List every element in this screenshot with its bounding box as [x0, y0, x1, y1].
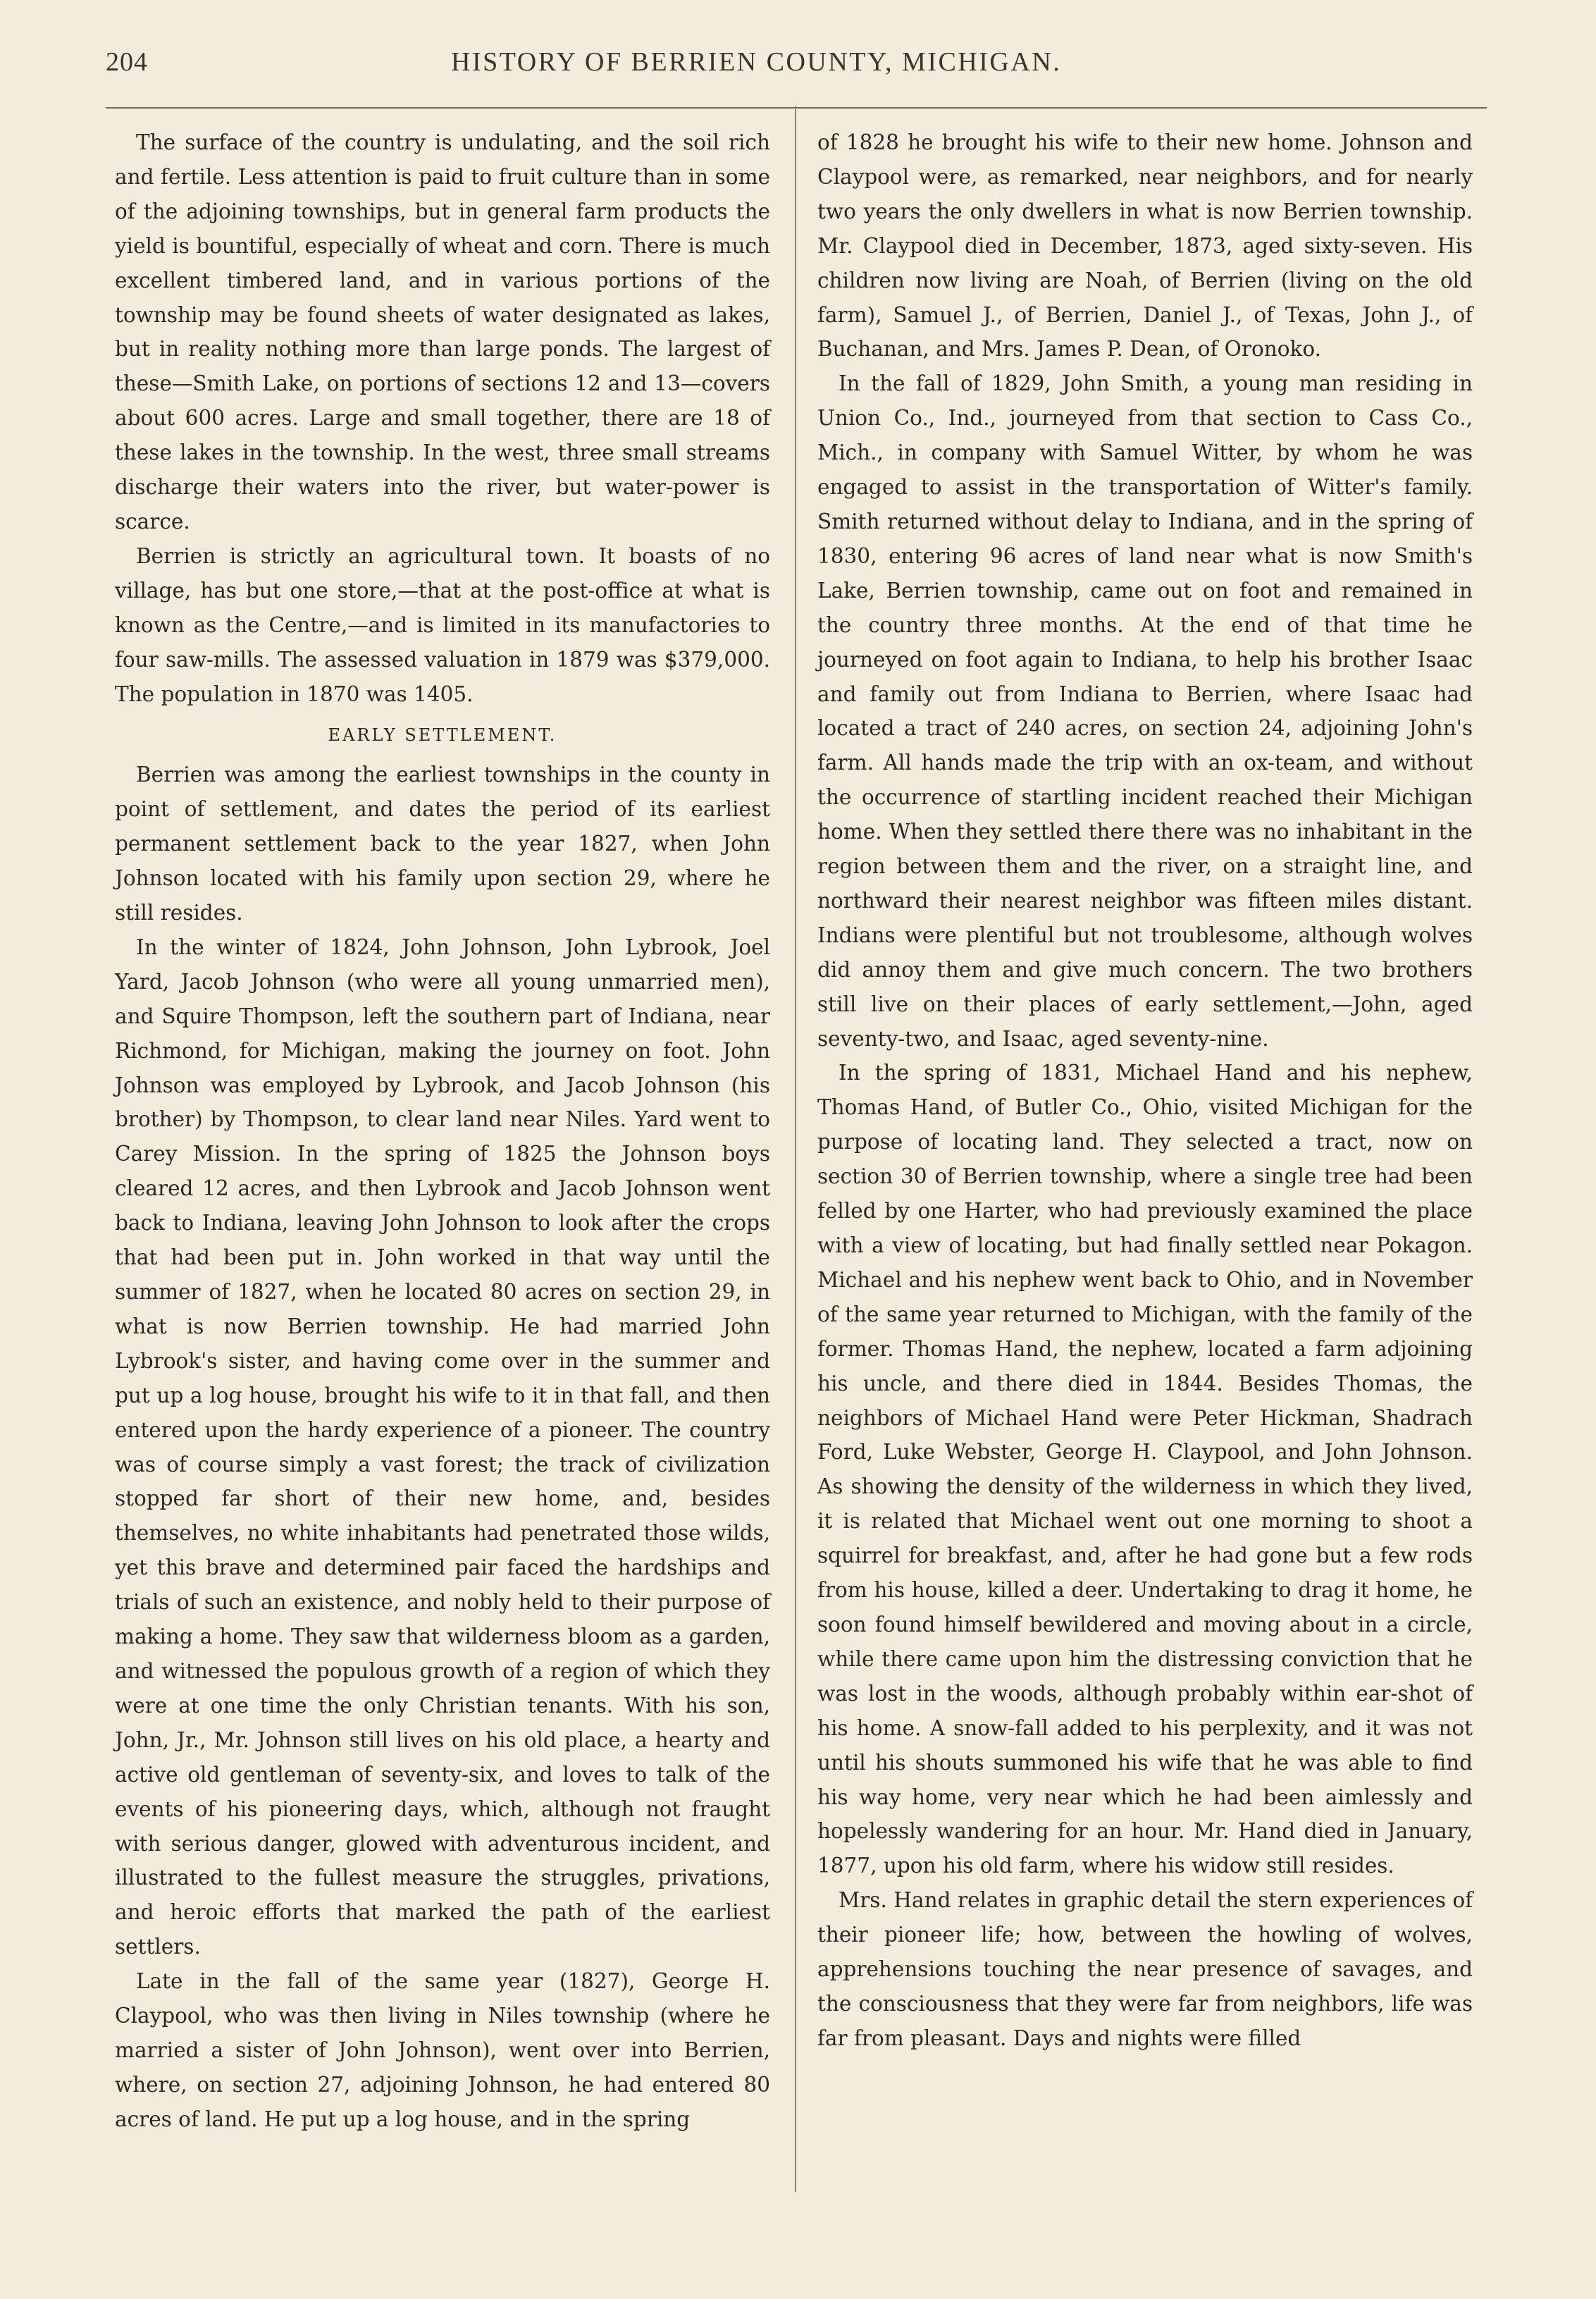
page-number: 204 [106, 47, 148, 77]
paragraph: of 1828 he brought his wife to their new home. Johnson and Claypool were, as remarked, near neighbors, and for nearly two years the only dwellers in what is now Berrien township. Mr. Claypool died in December, 1873, aged sixty-seven. His children now living are Noah, of Berrien (living on the old farm), Samuel J., of Berrien, Daniel J., of Texas, John J., of Buchanan, and Mrs. James P. Dean, of Oronoko. [817, 130, 1473, 362]
paragraph: In the fall of 1829, John Smith, a young man residing in Union Co., Ind., journeyed from that section to Cass Co., Mich., in company with Samuel Witter, by whom he was engaged to assist in the transportation of Witter's family. Smith returned without delay to Indiana, and in the spring of 1830, entering 96 acres of land near what is now Smith's Lake, Berrien township, came out on foot and remained in the country three months. At the end of that time he journeyed on foot again to Indiana, to help his brother Isaac and family out from Indiana to Berrien, where Isaac had located a tract of 240 acres, on section 24, adjoining John's farm. All hands made the trip with an ox-team, and without the occurrence of startling incident reached their Michigan home. When they settled there there was no inhabitant in the region between them and the river, on a straight line, and northward their nearest neighbor was fifteen miles distant. Indians were plentiful but not troublesome, although wolves did annoy them and give much concern. The two brothers still live on their places of early settlement,—John, aged seventy-two, and Isaac, aged seventy-nine. [817, 371, 1473, 1051]
paragraph: Berrien is strictly an agricultural town. It boasts of no village, has but one store,—that at the post-office at what is known as the Centre,—and is limited in its manufactories to four saw-mills. The assessed valuation in 1879 was $379,000. The population in 1870 was 1405. [115, 543, 770, 706]
paragraph: Late in the fall of the same year (1827), George H. Claypool, who was then living in Niles township (where he married a sister of John Johnson), went over into Berrien, where, on section 27, adjoining Johnson, he had entered 80 acres of land. He put up a log house, and in the spring [115, 1969, 770, 2131]
right-column [817, 125, 1473, 2056]
paragraph: In the winter of 1824, John Johnson, John Lybrook, Joel Yard, Jacob Johnson (who were all young unmarried men), and Squire Thompson, left the southern part of Indiana, near Richmond, for Michigan, making the journey on foot. John Johnson was employed by Lybrook, and Jacob Johnson (his brother) by Thompson, to clear land near Niles. Yard went to Carey Mission. In the spring of 1825 the Johnson boys cleared 12 acres, and then Lybrook and Jacob Johnson went back to Indiana, leaving John Johnson to look after the crops that had been put in. John worked in that way until the summer of 1827, when he located 80 acres on section 29, in what is now Berrien township. He had married John Lybrook's sister, and having come over in the summer and put up a log house, brought his wife to it in that fall, and then entered upon the hardy experience of a pioneer. The country was of course simply a vast forest; the track of civilization stopped far short of their new home, and, besides themselves, no white inhabitants had penetrated those wilds, yet this brave and determined pair faced the hardships and trials of such an existence, and nobly held to their purpose of making a home. They saw that wilderness bloom as a garden, and witnessed the populous growth of a region of which they were at one time the only Christian tenants. With his son, John, Jr., Mr. Johnson still lives on his old place, a hearty and active old gentleman of seventy-six, and loves to talk of the events of his pioneering days, which, although not fraught with serious danger, glowed with adventurous incident, and illustrated to the fullest measure the struggles, privations, and heroic efforts that marked the path of the earliest settlers. [115, 935, 770, 1959]
paragraph: In the spring of 1831, Michael Hand and his nephew, Thomas Hand, of Butler Co., Ohio, visited Michigan for the purpose of locating land. They selected a tract, now on section 30 of Berrien township, where a single tree had been felled by one Harter, who had previously examined the place with a view of locating, but had finally settled near Pokagon. Michael and his nephew went back to Ohio, and in November of the same year returned to Michigan, with the family of the former. Thomas Hand, the nephew, located a farm adjoining his uncle, and there died in 1844. Besides Thomas, the neighbors of Michael Hand were Peter Hickman, Shadrach Ford, Luke Webster, George H. Claypool, and John Johnson. As showing the density of the wilderness in which they lived, it is related that Michael went out one morning to shoot a squirrel for breakfast, and, after he had gone but a few rods from his house, killed a deer. Undertaking to drag it home, he soon found himself bewildered and moving about in a circle, while there came upon him the distressing conviction that he was lost in the woods, although probably within ear-shot of his home. A snow-fall added to his perplexity, and it was not until his shouts summoned his wife that he was able to find his way home, very near which he had been aimlessly and hopelessly wandering for an hour. Mr. Hand died in January, 1877, upon his old farm, where his widow still resides. [817, 1061, 1473, 1878]
section-heading: EARLY SETTLEMENT. [328, 725, 557, 746]
left-column [115, 125, 770, 2137]
running-head: HISTORY OF BERRIEN COUNTY, MICHIGAN. [451, 47, 1062, 77]
paragraph: The surface of the country is undulating, and the soil rich and fertile. Less attention is paid to fruit culture than in some of the adjoining townships, but in general farm products the yield is bountiful, especially of wheat and corn. There is much excellent timbered land, and in various portions of the township may be found sheets of water designated as lakes, but in reality nothing more than large ponds. The largest of these—Smith Lake, on portions of sections 12 and 13—covers about 600 acres. Large and small together, there are 18 of these lakes in the township. In the west, three small streams discharge their waters into the river, but water-power is scarce. [115, 130, 770, 534]
paragraph: Mrs. Hand relates in graphic detail the stern experiences of their pioneer life; how, between the howling of wolves, apprehensions touching the near presence of savages, and the consciousness that they were far from neighbors, life was far from pleasant. Days and nights were filled [817, 1888, 1473, 2050]
column-divider [795, 106, 796, 2192]
header-rule [106, 107, 1487, 109]
paragraph: Berrien was among the earliest townships in the county in point of settlement, and dates the period of its earliest permanent settlement back to the year 1827, when John Johnson located with his family upon section 29, where he still resides. [115, 763, 770, 925]
